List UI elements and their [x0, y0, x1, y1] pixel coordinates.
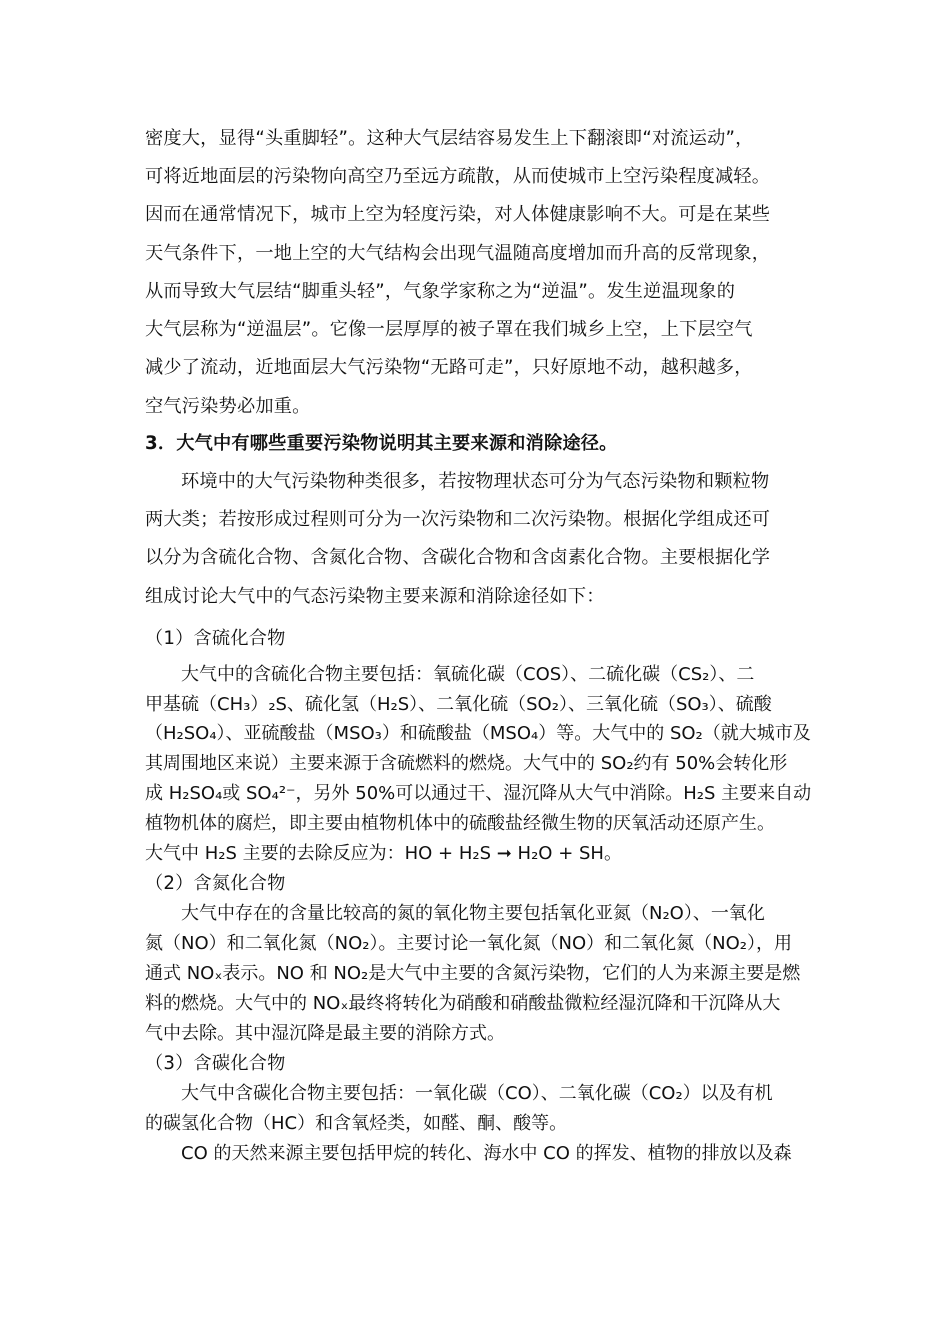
paragraph-line: 氮（NO）和二氧化氮（NO₂）。主要讨论一氧化氮（NO）和二氧化氮（NO₂），用	[145, 933, 792, 954]
paragraph-line: 其周围地区来说）主要来源于含硫燃料的燃烧。大气中的 SO₂约有 50%会转化形	[145, 753, 788, 774]
paragraph-line: 大气中存在的含量比较高的氮的氧化物主要包括氧化亚氮（N₂O）、一氧化	[181, 903, 765, 924]
paragraph-line: 大气中 H₂S 主要的去除反应为：HO + H₂S ➞ H₂O + SH。	[145, 843, 622, 864]
paragraph-line: 密度大，显得“头重脚轻”。这种大气层结容易发生上下翻滚即“对流运动”，	[145, 128, 754, 149]
paragraph-line: （H₂SO₄）、亚硫酸盐（MSO₃）和硫酸盐（MSO₄）等。大气中的 SO₂（就大城市及	[145, 723, 811, 744]
paragraph-line: CO 的天然来源主要包括甲烷的转化、海水中 CO 的挥发、植物的排放以及森	[181, 1143, 792, 1164]
paragraph-line: 甲基硫（CH₃）₂S、硫化氢（H₂S）、二氧化硫（SO₂）、三氧化硫（SO₃）、硫酸	[145, 694, 772, 715]
subsection-heading-sulfur: （1）含硫化合物	[145, 628, 286, 649]
paragraph-line: 料的燃烧。大气中的 NOₓ最终将转化为硝酸和硝酸盐微粒经湿沉降和干沉降从大	[145, 993, 781, 1014]
paragraph-line: 从而导致大气层结“脚重头轻”，气象学家称之为“逆温”。发生逆温现象的	[145, 281, 736, 302]
paragraph-line: 环境中的大气污染物种类很多，若按物理状态可分为气态污染物和颗粒物	[181, 471, 770, 492]
paragraph-line: 两大类；若按形成过程则可分为一次污染物和二次污染物。根据化学组成还可	[145, 509, 771, 530]
subsection-heading-nitrogen: （2）含氮化合物	[145, 873, 286, 894]
paragraph-line: 以分为含硫化合物、含氮化合物、含碳化合物和含卤素化合物。主要根据化学	[145, 547, 771, 568]
paragraph-line: 通式 NOₓ表示。NO 和 NO₂是大气中主要的含氮污染物，它们的人为来源主要是燃	[145, 963, 801, 984]
paragraph-line: 植物机体的腐烂，即主要由植物机体中的硫酸盐经微生物的厌氧活动还原产生。	[145, 813, 775, 834]
paragraph-line: 大气中含碳化合物主要包括：一氧化碳（CO）、二氧化碳（CO₂）以及有机	[181, 1083, 773, 1104]
subsection-heading-carbon: （3）含碳化合物	[145, 1053, 286, 1074]
paragraph-line: 大气层称为“逆温层”。它像一层厚厚的被子罩在我们城乡上空，上下层空气	[145, 319, 753, 340]
paragraph-line: 空气污染势必加重。	[145, 396, 311, 417]
paragraph-line: 组成讨论大气中的气态污染物主要来源和消除途径如下：	[145, 586, 605, 607]
paragraph-line: 大气中的含硫化合物主要包括：氧硫化碳（COS）、二硫化碳（CS₂）、二	[181, 664, 755, 685]
paragraph-line: 因而在通常情况下，城市上空为轻度污染，对人体健康影响不大。可是在某些	[145, 204, 771, 225]
section-heading-3: 3．大气中有哪些重要污染物说明其主要来源和消除途径。	[145, 433, 618, 454]
paragraph-line: 天气条件下，一地上空的大气结构会出现气温随高度增加而升高的反常现象，	[145, 243, 771, 264]
paragraph-line: 可将近地面层的污染物向高空乃至远方疏散，从而使城市上空污染程度减轻。	[145, 166, 771, 187]
paragraph-line: 气中去除。其中湿沉降是最主要的消除方式。	[145, 1023, 505, 1044]
paragraph-line: 减少了流动，近地面层大气污染物“无路可走”，只好原地不动，越积越多，	[145, 357, 753, 378]
paragraph-line: 的碳氢化合物（HC）和含氧烃类，如醛、酮、酸等。	[145, 1113, 568, 1134]
paragraph-line: 成 H₂SO₄或 SO₄²⁻，另外 50%可以通过干、湿沉降从大气中消除。H₂S 主要来自动	[145, 783, 812, 804]
